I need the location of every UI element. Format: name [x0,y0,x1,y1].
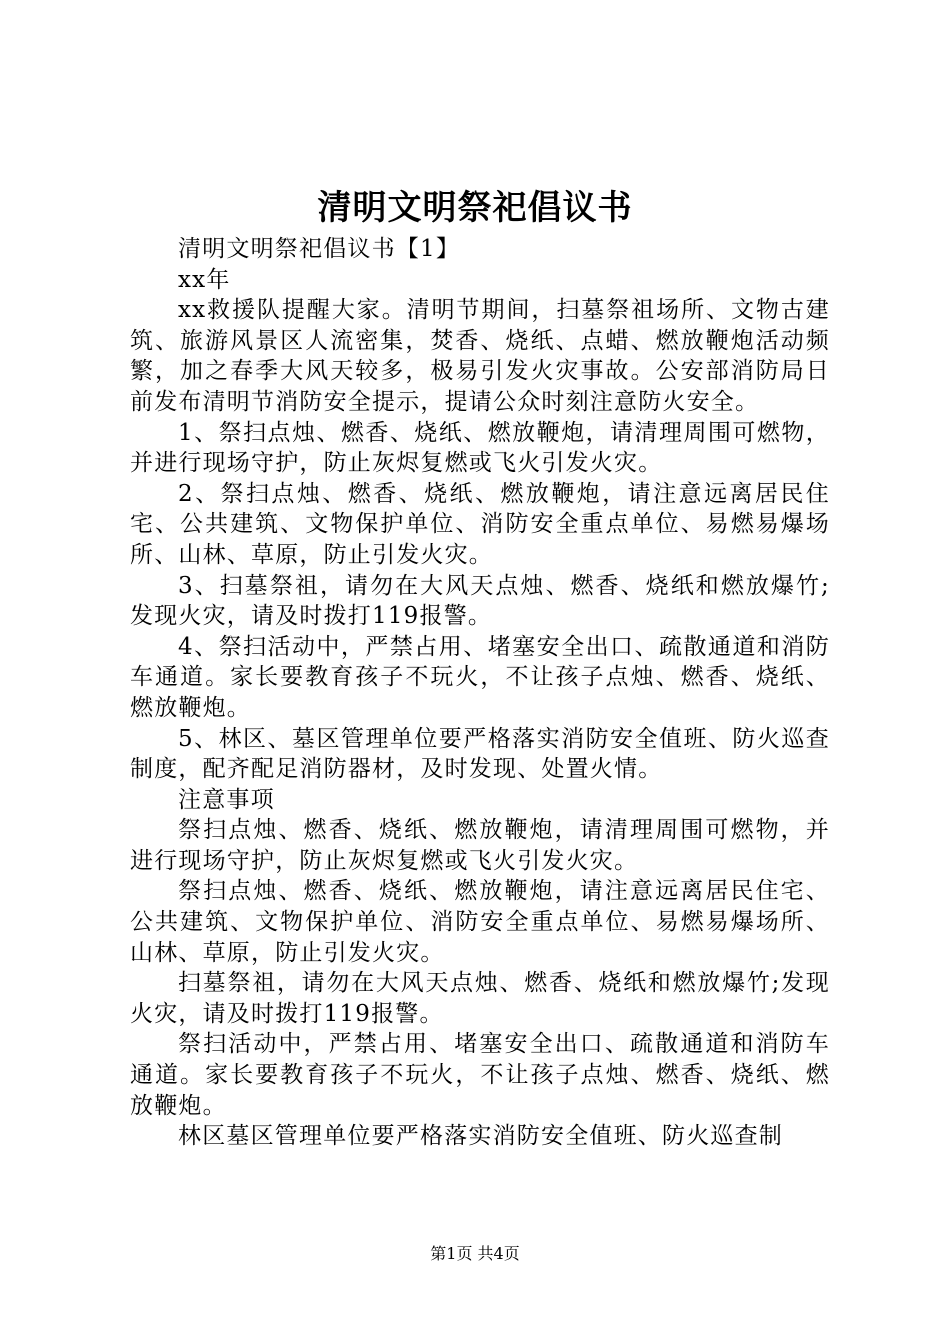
item-5-paragraph: 5、林区、墓区管理单位要严格落实消防安全值班、防火巡查制度，配齐配足消防器材，及时发现、处置火情。 [130,725,830,783]
item-2-paragraph: 2、祭扫点烛、燃香、烧纸、燃放鞭炮，请注意远离居民住宅、公共建筑、文物保护单位、消防安全重点单位、易燃易爆场所、山林、草原，防止引发火灾。 [130,480,830,568]
page-footer: 第1页 共4页 [430,1244,520,1263]
document-body [130,234,830,1152]
subtitle-paragraph: 清明文明祭祀倡议书【1】 [178,236,461,262]
document-title: 清明文明祭祀倡议书 [317,188,633,228]
item-4-paragraph: 4、祭扫活动中，严禁占用、堵塞安全出口、疏散通道和消防车通道。家长要教育孩子不玩火，不让孩子点烛、燃香、烧纸、燃放鞭炮。 [130,633,830,721]
note-1-paragraph: 祭扫点烛、燃香、烧纸、燃放鞭炮，请清理周围可燃物，并进行现场守护，防止灰烬复燃或飞火引发火灾。 [130,817,830,874]
note-2-paragraph: 祭扫点烛、燃香、烧纸、燃放鞭炮，请注意远离居民住宅、公共建筑、文物保护单位、消防安全重点单位、易燃易爆场所、山林、草原，防止引发火灾。 [130,878,830,966]
item-1-paragraph: 1、祭扫点烛、燃香、烧纸、燃放鞭炮，请清理周围可燃物，并进行现场守护，防止灰烬复燃或飞火引发火灾。 [130,419,830,477]
date-paragraph: xx年 [178,266,231,293]
note-3-paragraph: 扫墓祭祖，请勿在大风天点烛、燃香、烧纸和燃放爆竹;发现火灾，请及时拨打119报警。 [130,970,830,1027]
item-3-paragraph: 3、扫墓祭祖，请勿在大风天点烛、燃香、烧纸和燃放爆竹;发现火灾，请及时拨打119报警。 [130,572,830,630]
intro-paragraph: xx救援队提醒大家。清明节期间，扫墓祭祖场所、文物古建筑、旅游风景区人流密集，焚香、烧纸、点蜡、燃放鞭炮活动频繁，加之春季大风天较多，极易引发火灾事故。公安部消防局日前发布清明节消防安全提示，提请公众时刻注意防火安全。 [130,297,830,415]
note-4-paragraph: 祭扫活动中，严禁占用、堵塞安全出口、疏散通道和消防车通道。家长要教育孩子不玩火，不让孩子点烛、燃香、烧纸、燃放鞭炮。 [130,1031,830,1119]
notes-heading: 注意事项 [178,786,275,813]
note-5-paragraph: 林区墓区管理单位要严格落实消防安全值班、防火巡查制 [178,1123,783,1150]
